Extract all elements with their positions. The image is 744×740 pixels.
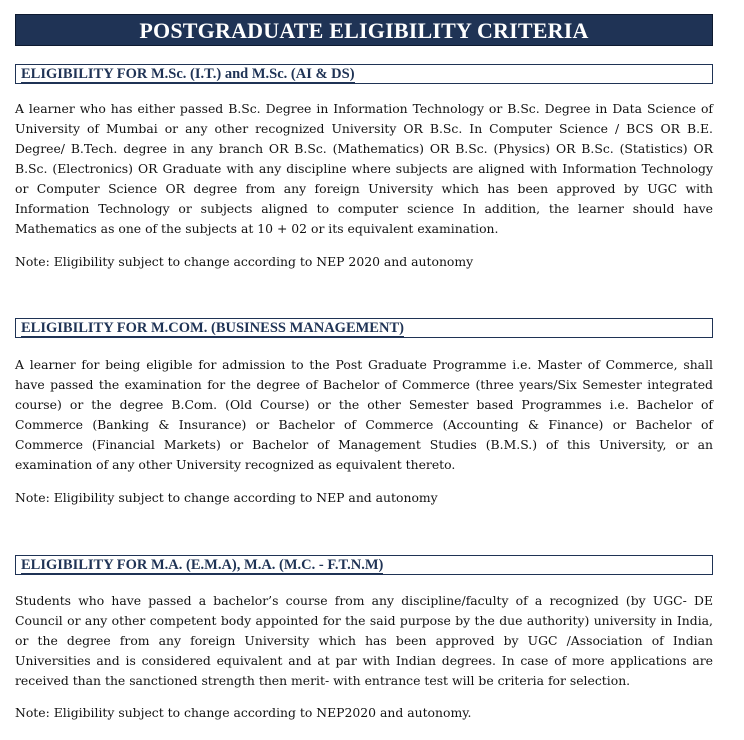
section-heading-ma [15,555,713,575]
section-heading-text: ELIGIBILITY FOR M.A. (E.M.A), M.A. (M.C. - F.T.N.M) [21,557,384,573]
section-heading-mcom [15,318,713,338]
section-body-msc: A learner who has either passed B.Sc. Degree in Information Technology or B.Sc. Degree in Data Science of University of Mumbai or any other recognized University OR B.Sc. In Computer Science / BCS OR B.E. Degree/ B.Tech. degree in any branch OR B.Sc. (Mathematics) OR B.Sc. (Physics) OR B.Sc. (Statistics) OR B.Sc. (Electronics) OR Graduate with any discipline where subjects are aligned with Information Technology or Computer Science OR degree from any foreign University which has been approved by UGC with Information Technology or subjects aligned to computer science In addition, the learner should have Mathematics as one of the subjects at 10 + 02 or its equivalent examination. [15,101,713,236]
page-title: POSTGRADUATE ELIGIBILITY CRITERIA [15,14,713,46]
section-note-msc: Note: Eligibility subject to change according to NEP 2020 and autonomy [15,254,474,269]
section-body-mcom: A learner for being eligible for admission to the Post Graduate Programme i.e. Master of Commerce, shall have passed the examination for the degree of Bachelor of Commerce (three years/Six Semester integrated course) or the degree B.Com. (Old Course) or the other Semester based Programmes i.e. Bachelor of Commerce (Banking & Insurance) or Bachelor of Commerce (Accounting & Finance) or Bachelor of Commerce (Financial Markets) or Bachelor of Management Studies (B.M.S.) of this University, or an examination of any other University recognized as equivalent thereto. [15,357,713,472]
section-heading-msc [15,64,713,84]
section-heading-text: ELIGIBILITY FOR M.COM. (BUSINESS MANAGEMENT) [21,320,404,336]
section-note-mcom: Note: Eligibility subject to change according to NEP and autonomy [15,490,438,505]
section-note-ma: Note: Eligibility subject to change according to NEP2020 and autonomy. [15,705,472,720]
section-heading-text: ELIGIBILITY FOR M.Sc. (I.T.) and M.Sc. (AI & DS) [21,66,355,82]
section-body-ma: Students who have passed a bachelor’s course from any discipline/faculty of a recognized (by UGC- DE Council or any other competent body appointed for the said purpose by the due authority) university in India, or the degree from any foreign University which has been approved by UGC /Association of Indian Universities and is considered equivalent and at par with Indian degrees. In case of more applications are received than the sanctioned strength then merit- with entrance test will be criteria for selection. [15,593,713,688]
